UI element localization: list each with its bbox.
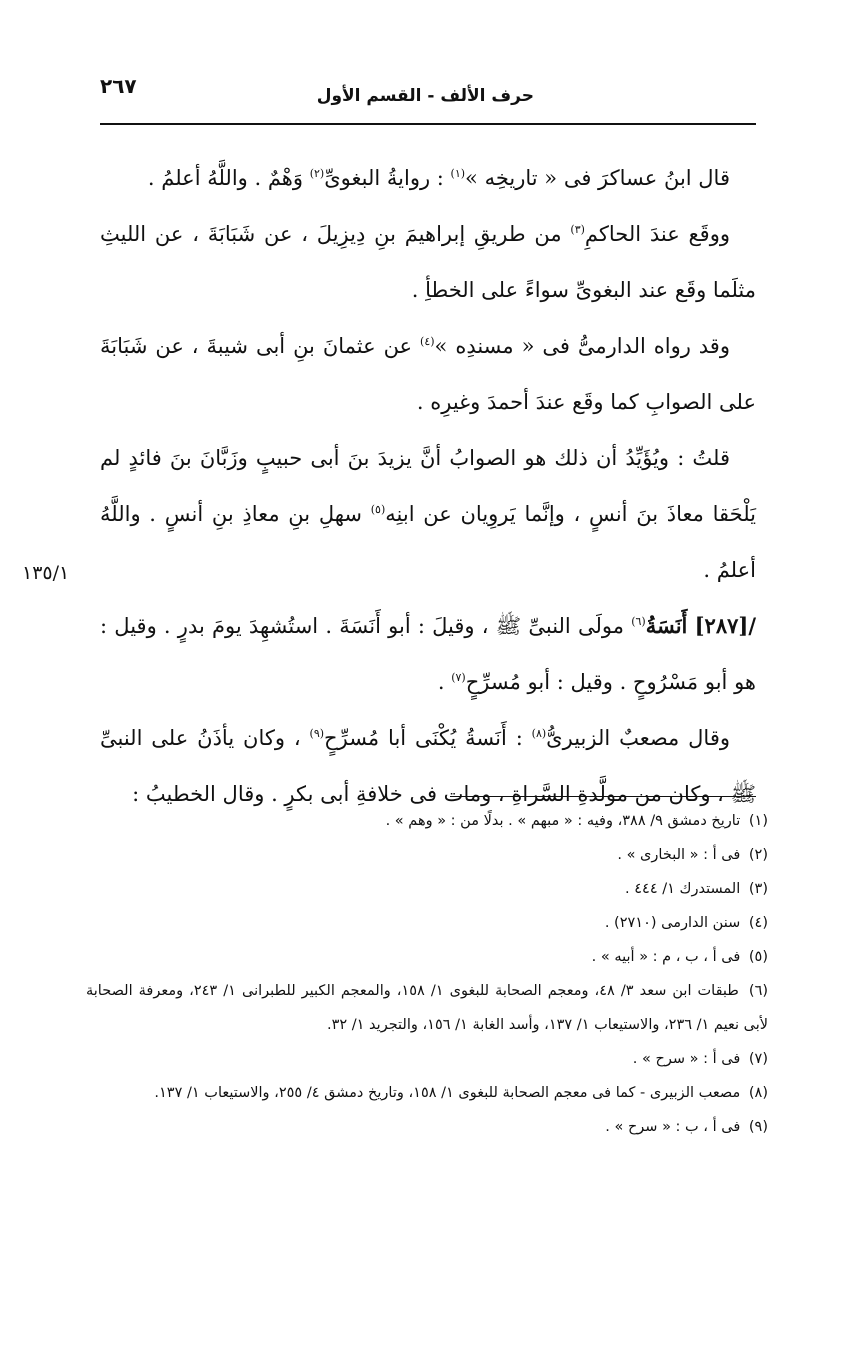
footnote-text: فى أ ، ب : « سرح » . (605, 1119, 741, 1135)
footnote-number: (٧) (748, 1051, 768, 1067)
footnote-text: فى أ : « البخارى » . (617, 847, 741, 863)
footnote-ref-7: (٧) (451, 671, 466, 684)
footnote-8 (86, 1076, 768, 1110)
footnote-ref-4: (٤) (420, 335, 435, 348)
page-number: ٢٦٧ (100, 74, 137, 98)
entry-287 (100, 598, 756, 710)
running-header (100, 66, 756, 110)
text-run: . (437, 670, 452, 694)
footnote-text: مصعب الزبيرى - كما فى معجم الصحابة للبغوى ١/ ١٥٨، وتاريخ دمشق ٤/ ٢٥٥، والاستيعاب ١/ ١٣٧. (154, 1085, 741, 1101)
text-run: : روايةُ البغوىِّ (324, 166, 451, 190)
footnote-ref-8: (٨) (531, 727, 547, 740)
running-title: حرف الألف - القسم الأول (316, 86, 534, 106)
paragraph-3 (100, 318, 756, 430)
text-run: ووقَع عندَ الحاكمِ (584, 222, 730, 246)
footnotes (86, 804, 768, 1144)
footnote-text: سنن الدارمى (٢٧١٠) . (604, 915, 741, 931)
footnote-ref-3: (٣) (570, 223, 585, 236)
margin-volume-page-note: ١٣٥/١ (22, 562, 70, 584)
main-text (100, 150, 756, 822)
entry-name: أَنَسَةُ (645, 613, 688, 638)
footnote-text: المستدرك ١/ ٤٤٤ . (625, 881, 741, 897)
footnote-number: (٥) (748, 949, 768, 965)
footnote-number: (٦) (748, 983, 769, 999)
footnote-9 (86, 1110, 768, 1144)
text-run: سهلِ بنِ معاذِ بنِ أنسٍ . واللَّهُ أعلمُ . (100, 502, 756, 582)
text-run: ، وكان يأذَنُ على النبىِّ ﷺ ، وكان من مولَّدةِ السَّراةِ ، ومات فى خلافةِ أبى بكرٍ . وقال الخطيبُ : (100, 726, 756, 806)
footnote-5 (86, 940, 768, 974)
text-run: قال ابنُ عساكرَ فى « تاريخِه » (465, 166, 730, 190)
footnote-text: طبقات ابن سعد ٣/ ٤٨، ومعجم الصحابة للبغوى ١/ ١٥٨، والمعجم الكبير للطبرانى ١/ ٢٤٣، ومعرفة الصحابة لأبى نعيم ١/ ٢٣٦، والاستيعاب ١/ ١٣٧، وأسد الغابة ١/ ١٥٦، والتجريد ١/ ٣٢. (86, 983, 768, 1033)
text-run: وقد رواه الدارمىُّ فى « مسندِه » (434, 334, 730, 358)
footnote-number: (٩) (748, 1119, 768, 1135)
footnote-4 (86, 906, 768, 940)
footnote-text: فى أ : « سرح » . (632, 1051, 741, 1067)
footnote-ref-6: (٦) (631, 615, 646, 628)
footnote-ref-9: (٩) (309, 727, 325, 740)
paragraph-4 (100, 430, 756, 598)
footnote-text: فى أ ، ب ، م : « أبيه » . (591, 949, 741, 965)
text-run: : أَنَسةُ يُكْنَى أبا مُسرِّحٍ (324, 726, 532, 750)
header-rule (100, 123, 756, 125)
footnote-ref-2: (٢) (309, 167, 325, 180)
footnote-6 (86, 974, 768, 1042)
paragraph-1 (100, 150, 756, 206)
entry-number: /[٢٨٧] (694, 613, 756, 638)
text-run: وَهْمٌ . واللَّهُ أعلمُ . (147, 166, 310, 190)
footnote-7 (86, 1042, 768, 1076)
footnote-number: (٣) (748, 881, 768, 897)
text-run: عن عثمانَ بنِ أبى شيبةَ ، عن شَبَابَةَ على الصوابِ كما وقَع عندَ أحمدَ وغيرِه . (100, 334, 756, 414)
paragraph-2 (100, 206, 756, 318)
text-run: وقال مصعبٌ الزبيرىُّ (546, 726, 730, 750)
footnote-number: (١) (748, 813, 768, 829)
text-run: مولَى النبىِّ ﷺ ، وقيلَ : أبو أَنَسَةَ . استُشهِدَ يومَ بدرٍ . وقيل : هو أبو مَسْرُوحٍ . وقيل : أبو مُسرِّحٍ (100, 614, 756, 694)
footnote-number: (٨) (748, 1085, 768, 1101)
footnote-2 (86, 838, 768, 872)
footnote-separator (450, 796, 756, 797)
footnote-number: (٤) (748, 915, 768, 931)
footnote-ref-1: (١) (450, 167, 466, 180)
footnote-3 (86, 872, 768, 906)
footnote-ref-5: (٥) (370, 503, 386, 516)
footnote-1 (86, 804, 768, 838)
text-run: قلتُ : ويُؤَيِّدُ أن ذلك هو الصوابُ أنَّ يزيدَ بنَ أبى حبيبٍ وزَبَّانَ بنَ فائدٍ لم يَلْحَقا معاذَ بنَ أنسٍ ، وإنَّما يَروِيان عن ابنِه (100, 446, 756, 526)
footnote-text: تاريخ دمشق ٩/ ٣٨٨، وفيه : « مبهم » . بدلًا من : « وهم » . (385, 813, 741, 829)
text-run: من طريقِ إبراهيمَ بنِ دِيزِيلَ ، عن شَبَابَةَ ، عن الليثِ مثلَما وقَع عند البغوىِّ سواءً على الخطأِ . (100, 222, 756, 302)
footnote-number: (٢) (748, 847, 768, 863)
